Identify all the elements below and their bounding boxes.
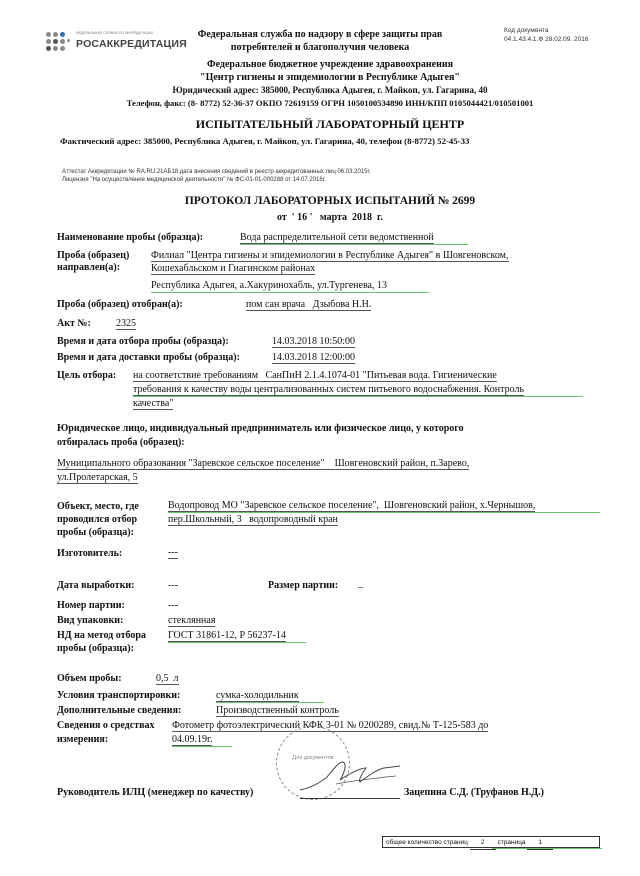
purpose-value-3: качества" [133, 398, 174, 409]
object-label-3: пробы (образца): [57, 527, 134, 538]
purpose-value-1: на соответствие требованиям СанПиН 2.1.4.1074-01 "Питьевая вода. Гигиенические [133, 370, 497, 381]
sent-by-label-1: Проба (образец) [57, 250, 130, 261]
instruments-label-1: Сведения о средствах [57, 720, 155, 731]
purpose-label: Цель отбора: [57, 370, 117, 381]
packaging-value: стеклянная [168, 615, 216, 626]
nd-value: ГОСТ 31861-12, Р 56237-14 [168, 630, 286, 641]
document-code-value: 04.1.43.4.1.Ф 28.02.09. 2016 [504, 36, 589, 43]
object-value-1: Водопровод МО "Заревское сельское поселение", Шовгеновский район, х.Чернышов, [168, 500, 536, 511]
object-value-2: пер.Школьный, 3 водопроводный кран [168, 514, 338, 525]
logo-title: РОСАККРЕДИТАЦИЯ [76, 38, 187, 50]
sent-by-value-3: Республика Адыгея, а.Хакуринохабль, ул.Тургенева, 13 [151, 280, 387, 291]
instruments-value-1: Фотометр фотоэлектрический КФК 3-01 № 0200289, свид.№ Т-125-583 до [172, 720, 489, 731]
stamp-text: Для документов [292, 755, 334, 761]
instruments-label-2: измерения: [57, 734, 109, 745]
sent-by-label-2: направлен(а): [57, 262, 121, 273]
legal-entity-value-2: ул.Пролетарская, 5 [57, 472, 138, 483]
legal-entity-label-1: Юридическое лицо, индивидуальный предприниматель или физическое лицо, у которого [57, 423, 464, 434]
extra-info-label: Дополнительные сведения: [57, 705, 182, 716]
signature-role: Руководитель ИЛЦ (менеджер по качеству) [57, 787, 254, 798]
object-label-1: Объект, место, где [57, 501, 139, 512]
header-line-1: Федеральная служба по надзору в сфере защиты прав [197, 29, 443, 40]
object-label-2: проводился отбор [57, 514, 138, 525]
page-label: страница [497, 839, 526, 846]
batch-number-label: Номер партии: [57, 600, 125, 611]
delivery-time-label: Время и дата доставки пробы (образца): [57, 352, 240, 363]
sampling-time-value: 14.03.2018 10:50:00 [272, 336, 356, 347]
transport-value: сумка-холодильник [216, 690, 299, 701]
actual-address: Фактический адрес: 385000, Республика Адыгея, г. Майкоп, ул. Гагарина, 40, телефон (8-8772) 52-45-33 [60, 136, 470, 146]
maker-label: Изготовитель: [57, 548, 123, 559]
volume-value: 0,5 л [156, 673, 179, 684]
act-value: 2325 [116, 318, 136, 329]
signature-line [300, 798, 400, 799]
sent-by-value-1: Филиал "Центра гигиены и эпидемиологии в Республике Адыгея" в Шовгеновском, [151, 250, 509, 261]
total-pages: 2 [470, 837, 496, 850]
packaging-label: Вид упаковки: [57, 615, 124, 626]
lab-center-title: ИСПЫТАТЕЛЬНЫЙ ЛАБОРАТОРНЫЙ ЦЕНТР [195, 117, 465, 131]
batch-size-value: _ [358, 578, 363, 589]
extra-info-value: Производственный контроль [216, 705, 339, 716]
legal-entity-value-1: Муниципального образования "Заревское сельское поселение" Шовгеновский район, п.Зарево, [57, 458, 470, 469]
purpose-value-2: требования к качеству воды централизованных систем питьевого водоснабжения. Контроль [133, 384, 525, 395]
taken-by-label: Проба (образец) отобран(а): [57, 299, 183, 310]
batch-number-value: --- [168, 600, 178, 611]
volume-label: Объем пробы: [57, 673, 122, 684]
header-line-3: Федеральное бюджетное учреждение здравоохранения [206, 59, 454, 70]
page-count-label: общее количество страниц [386, 839, 468, 846]
sample-name-value: Вода распределительной сети ведомственной [240, 232, 434, 243]
document-code [504, 26, 588, 44]
act-label: Акт №: [57, 318, 91, 329]
maker-value: --- [168, 547, 178, 558]
sampling-time-label: Время и дата отбора пробы (образца): [57, 336, 229, 347]
accreditation-certificate: Аттестат Аккредитации № RA.RU.21АБ18 дата внесения сведений в реестр аккредитованных лиц 06.03.2015г. [62, 169, 371, 175]
header-line-6: Телефон, факс: (8- 8772) 52-36-37 ОКПО 72619159 ОГРН 1050100534890 ИНН/КПП 0105044421/010501001 [126, 98, 534, 108]
delivery-time-value: 14.03.2018 12:00:00 [272, 352, 356, 363]
sent-by-value-2: Кошехабльском и Гиагинском районах [151, 263, 316, 274]
header-line-2: потребителей и благополучия человека [230, 42, 410, 53]
signature-name: Зацепина С.Д. (Труфанов Н.Д.) [404, 787, 544, 798]
medical-license: Лицензия "На осуществление медицинской деятельности" № ФС-01-01-000288 от 14.07.2016г. [62, 177, 326, 183]
instruments-value-2: 04.09.19г. [172, 734, 213, 745]
nd-label-2: пробы (образца): [57, 643, 134, 654]
logo-subtitle: ФЕДЕРАЛЬНАЯ СЛУЖБА ПО АККРЕДИТАЦИИ [76, 31, 154, 35]
sample-name-label: Наименование пробы (образца): [57, 232, 204, 243]
nd-label-1: НД на метод отбора [57, 630, 146, 641]
document-code-label: Код документа [504, 27, 549, 34]
page-counter [382, 836, 600, 848]
taken-by-value: пом сан врача Дзыбова Н.Н. [246, 299, 372, 310]
header-line-4: "Центр гигиены и эпидемиологии в Республике Адыгея" [200, 72, 460, 83]
logo-dots-icon [46, 32, 70, 56]
transport-label: Условия транспортировки: [57, 690, 181, 701]
current-page: 1 [527, 837, 553, 850]
batch-size-label: Размер партии: [268, 580, 339, 591]
made-date-label: Дата выработки: [57, 580, 135, 591]
legal-entity-label-2: отбиралась проба (образец): [57, 437, 185, 448]
protocol-date: от ' 16 ' марта 2018 г. [277, 212, 383, 223]
made-date-value: --- [168, 580, 178, 591]
protocol-title: ПРОТОКОЛ ЛАБОРАТОРНЫХ ИСПЫТАНИЙ № 2699 [184, 195, 476, 207]
header-line-5: Юридический адрес: 385000, Республика Адыгея, г. Майкоп, ул. Гагарина, 40 [172, 85, 488, 95]
handwritten-signature [296, 758, 404, 796]
